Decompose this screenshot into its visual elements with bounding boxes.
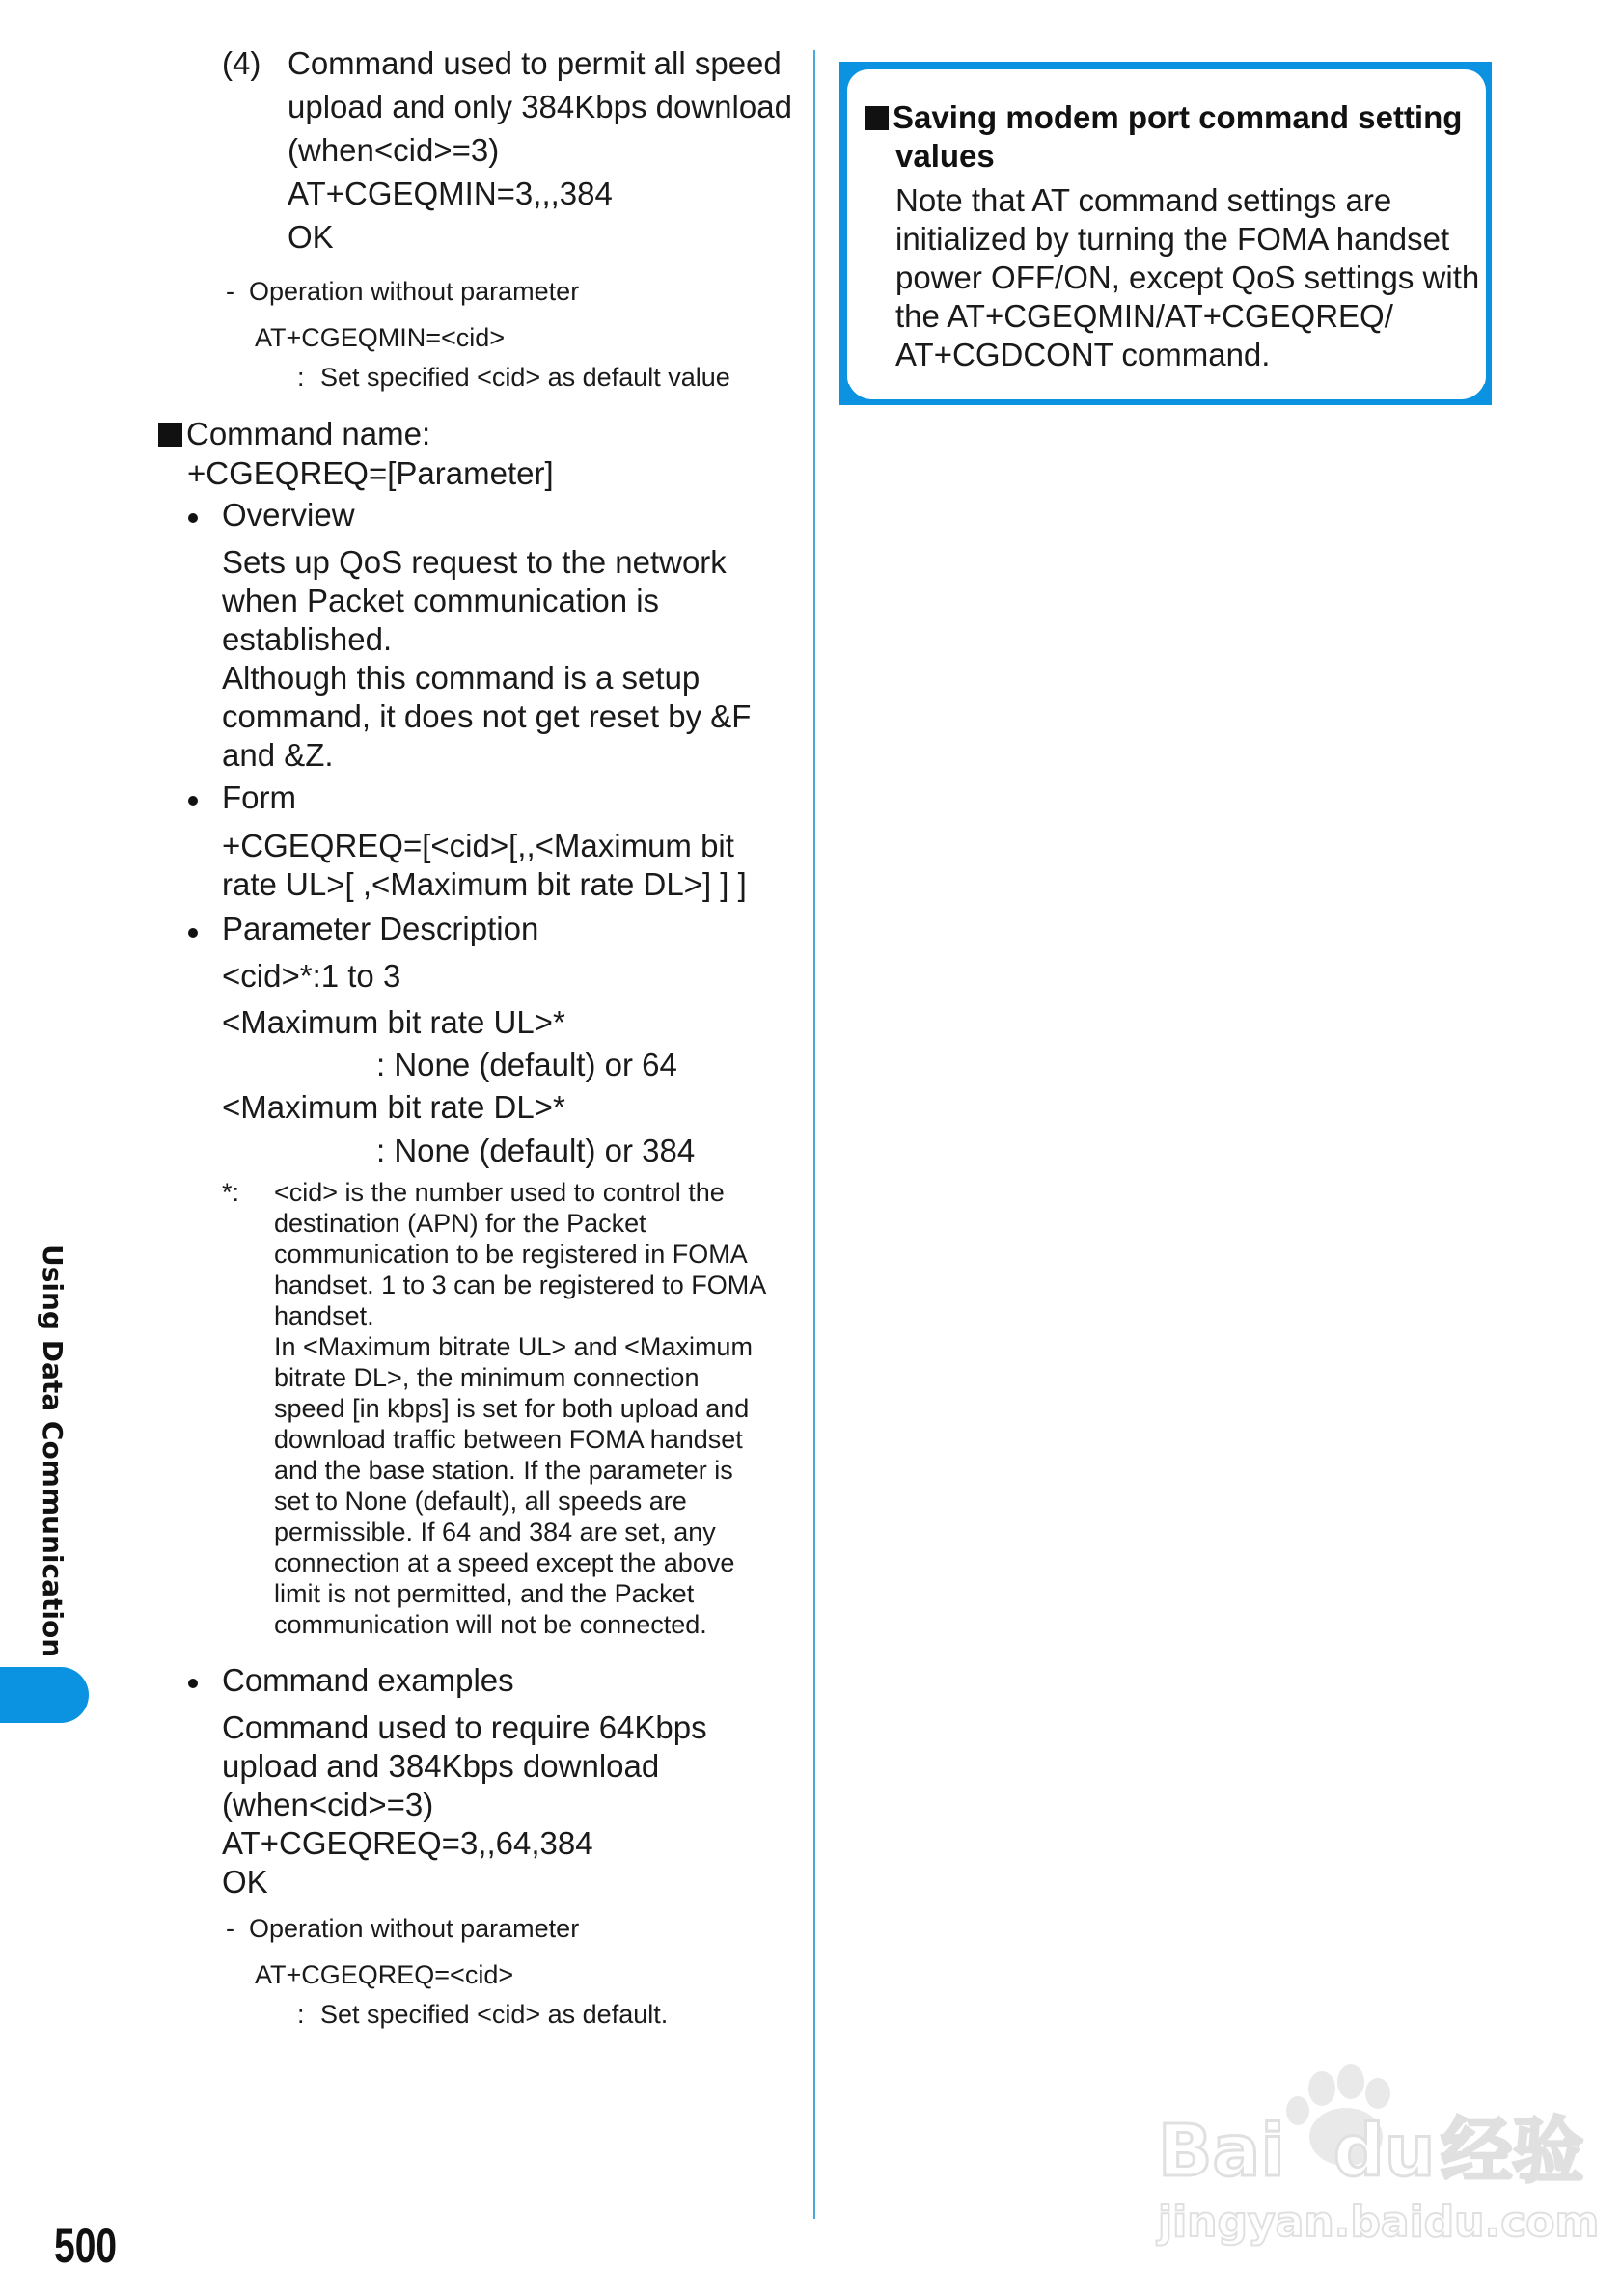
footnote-line: connection at a speed except the above (274, 1548, 735, 1577)
command-heading-text: Command name: (186, 416, 431, 451)
footnote-line: communication will not be connected. (274, 1610, 707, 1639)
operation-description: Set specified <cid> as default value (320, 363, 730, 392)
operation-dash: - (226, 277, 234, 306)
command-name: +CGEQREQ=[Parameter] (187, 455, 554, 491)
watermark-url: jingyan.baidu.com (1158, 2198, 1600, 2247)
footnote-line: bitrate DL>, the minimum connection (274, 1363, 700, 1392)
footnote-line: communication to be registered in FOMA (274, 1240, 748, 1269)
operation-colon: : (297, 363, 305, 392)
bullet-icon (188, 928, 198, 938)
sidebar-tab (0, 1667, 89, 1723)
example-4-line-3: (when<cid>=3) (288, 132, 500, 168)
parameter-ul-value: : None (default) or 64 (376, 1047, 677, 1082)
footnote-line: limit is not permitted, and the Packet (274, 1579, 695, 1608)
overview-line-2: when Packet communication is (222, 583, 660, 618)
column-divider (813, 50, 815, 2219)
parameter-title: Parameter Description (222, 911, 539, 946)
square-bullet-icon (158, 423, 182, 447)
info-box-body-line-4: the AT+CGEQMIN/AT+CGEQREQ/ (895, 298, 1393, 334)
examples-title: Command examples (222, 1662, 514, 1698)
info-box-bottom-inner (847, 374, 1486, 399)
parameter-cid: <cid>*:1 to 3 (222, 958, 401, 994)
sidebar-label: Using Data Communication (37, 1244, 69, 1658)
footnote-line: and the base station. If the parameter is (274, 1456, 733, 1485)
example-4-line-5: OK (288, 219, 334, 255)
bullet-icon (188, 513, 198, 523)
footnote-line: In <Maximum bitrate UL> and <Maximum (274, 1332, 753, 1361)
example-4-line-2: upload and only 384Kbps download (288, 89, 792, 124)
bullet-icon (188, 1679, 198, 1688)
info-box-top-border (839, 62, 1492, 69)
operation-dash: - (226, 1914, 234, 1943)
footnote-line: handset. 1 to 3 can be registered to FOMA (274, 1271, 767, 1299)
info-box-body-line-3: power OFF/ON, except QoS settings with (895, 260, 1480, 295)
operation-description: Set specified <cid> as default. (320, 2000, 669, 2029)
info-box-title-line-1: Saving modem port command setting (893, 99, 1463, 135)
watermark-cn: 经验 (1441, 2110, 1584, 2193)
watermark-brand-2: du (1333, 2110, 1436, 2193)
overview-line-5: command, it does not get reset by &F (222, 698, 752, 734)
footnote-line: destination (APN) for the Packet (274, 1209, 646, 1238)
page-number: 500 (54, 2219, 118, 2273)
info-box-title (865, 98, 1462, 137)
parameter-dl-value: : None (default) or 384 (376, 1133, 696, 1168)
form-title: Form (222, 779, 296, 815)
operation-command: AT+CGEQMIN=<cid> (255, 323, 506, 352)
operation-command: AT+CGEQREQ=<cid> (255, 1960, 514, 1989)
footnote-line: set to None (default), all speeds are (274, 1487, 687, 1516)
examples-line-2: upload and 384Kbps download (222, 1748, 660, 1784)
example-4-line-1: Command used to permit all speed (288, 45, 782, 81)
overview-line-6: and &Z. (222, 737, 334, 773)
footnote-line: <cid> is the number used to control the (274, 1178, 725, 1207)
footnote-line: speed [in kbps] is set for both upload and (274, 1394, 750, 1423)
operation-colon: : (297, 2000, 305, 2029)
overview-line-4: Although this command is a setup (222, 660, 701, 696)
example-4-line-4: AT+CGEQMIN=3,,,384 (288, 176, 613, 211)
footnote-line: handset. (274, 1301, 374, 1330)
example-number: (4) (222, 45, 261, 81)
overview-title: Overview (222, 497, 355, 533)
info-box-body-line-1: Note that AT command settings are (895, 182, 1392, 218)
overview-line-3: established. (222, 621, 393, 657)
operation-title: Operation without parameter (249, 277, 580, 306)
parameter-ul-label: <Maximum bit rate UL>* (222, 1004, 565, 1040)
examples-line-3: (when<cid>=3) (222, 1787, 434, 1822)
operation-title: Operation without parameter (249, 1914, 580, 1943)
examples-line-4: AT+CGEQREQ=3,,64,384 (222, 1825, 593, 1861)
info-box-body-line-5: AT+CGDCONT command. (895, 337, 1271, 372)
form-line-1: +CGEQREQ=[<cid>[,,<Maximum bit (222, 828, 734, 863)
watermark-brand: Bai (1158, 2110, 1285, 2193)
baidu-watermark (1158, 2064, 1600, 2257)
info-box-title-line-2: values (895, 138, 995, 174)
examples-line-1: Command used to require 64Kbps (222, 1709, 707, 1745)
footnote-line: download traffic between FOMA handset (274, 1425, 743, 1454)
footnote-mark: *: (222, 1178, 240, 1207)
form-line-2: rate UL>[ ,<Maximum bit rate DL>] ] ] (222, 866, 747, 902)
overview-line-1: Sets up QoS request to the network (222, 544, 727, 580)
parameter-dl-label: <Maximum bit rate DL>* (222, 1089, 565, 1125)
bullet-icon (188, 796, 198, 806)
footnote-line: permissible. If 64 and 384 are set, any (274, 1517, 716, 1546)
info-box-body-line-2: initialized by turning the FOMA handset (895, 221, 1450, 257)
square-bullet-icon (865, 106, 889, 130)
command-heading (158, 415, 430, 453)
examples-line-5: OK (222, 1864, 268, 1900)
